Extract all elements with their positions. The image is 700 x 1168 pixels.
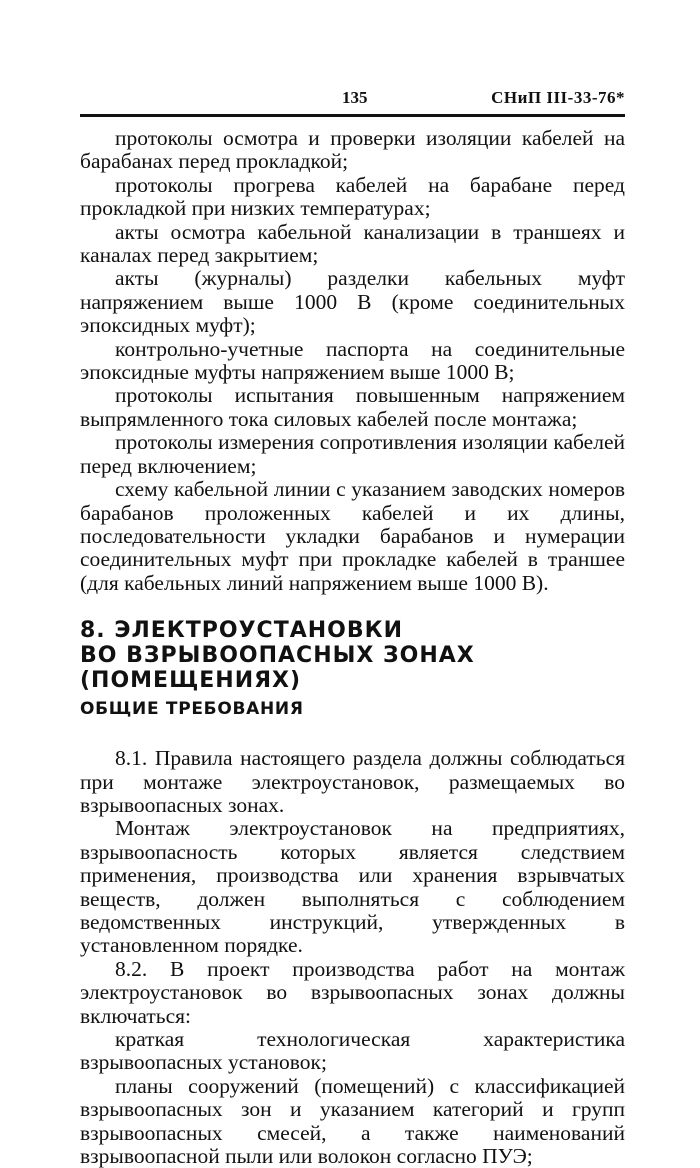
section-subheading: ОБЩИЕ ТРЕБОВАНИЯ [80,699,304,720]
clause-list-item: планы сооружений (помещений) с классификацией взрывоопасных зон и указанием категорий и групп взрывоопасных смесей, а также наименований взрывоопасной пыли или волокон согласно ПУЭ; [80,1073,625,1168]
document-code: СНиП III-33-76* [491,88,625,107]
list-item: протоколы испытания повышенным напряжением выпрямленного тока силовых кабелей после монтажа; [80,383,625,431]
list-item: протоколы измерения сопротивления изоляции кабелей перед включением; [80,430,625,478]
page-number: 135 [342,88,368,107]
list-item: протоколы осмотра и проверки изоляции кабелей на барабанах перед прокладкой; [80,126,625,174]
list-item: схему кабельной линии с указанием заводских номеров барабанов проложенных кабелей и их длины, последовательности укладки барабанов и нумерации соединительных муфт при прокладке кабелей в траншее (для кабельных линий напряжением выше 1000 В). [80,477,625,595]
clause-8-1: 8.1. Правила настоящего раздела должны соблюдаться при монтаже электроустановок, размещаемых во взрывоопасных зонах. [80,746,625,817]
spacer [80,721,625,747]
list-item: протоколы прогрева кабелей на барабане перед прокладкой при низких температурах; [80,172,625,221]
list-item: акты (журналы) разделки кабельных муфт напряжением выше 1000 В (кроме соединительных эпоксидных муфт); [80,266,625,338]
page-body [80,127,625,1168]
spacer [80,595,625,618]
section-heading-line-2: ВО ВЗРЫВООПАСНЫХ ЗОНАХ (ПОМЕЩЕНИЯХ) [80,643,475,694]
clause-8-2: 8.2. В проект производства работ на монтаж электроустановок во взрывоопасных зонах должны включаться: [80,956,625,1028]
page-header [80,88,625,112]
header-rule [80,114,625,117]
clause-paragraph: Монтаж электроустановок на предприятиях, взрывоопасность которых является следствием применения, производства или хранения взрывчатых веществ, должен выполняться с соблюдением ведомственных инструкций, утвержденных в установленном порядке. [80,816,625,958]
clause-list-item: краткая технологическая характеристика взрывоопасных установок; [80,1027,625,1075]
list-item: контрольно-учетные паспорта на соединительные эпоксидные муфты напряжением выше 1000 В; [80,336,625,385]
section-heading-line-1: 8. ЭЛЕКТРОУСТАНОВКИ [80,618,404,644]
list-item: акты осмотра кабельной канализации в траншеях и каналах перед закрытием; [80,219,625,268]
